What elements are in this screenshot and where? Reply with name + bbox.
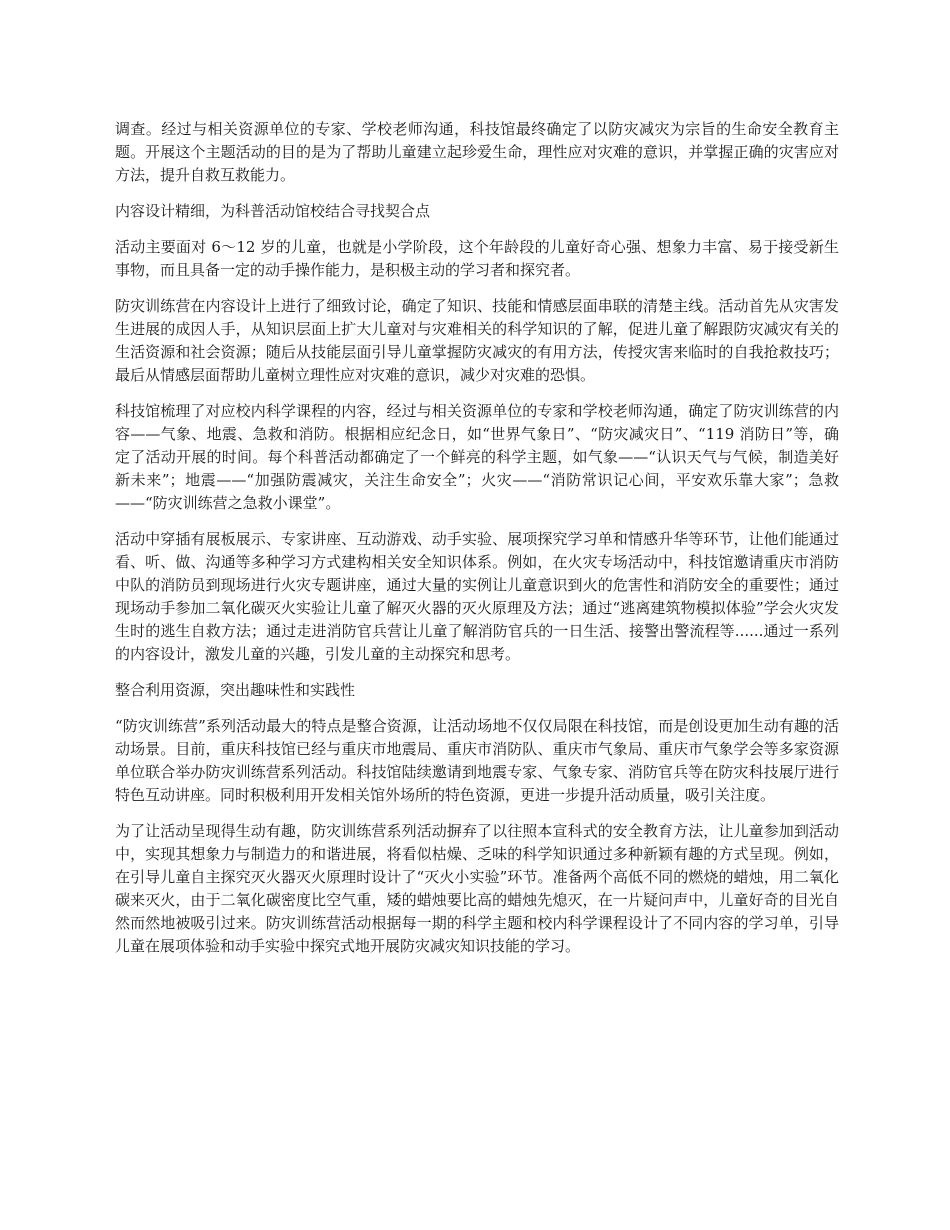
paragraph-intro: 调查。经过与相关资源单位的专家、学校老师沟通，科技馆最终确定了以防灾减灾为宗旨的生命安全教育主题。开展这个主题活动的目的是为了帮助儿童建立起珍爱生命，理性应对灾难的意识，并掌握正确的灾害应对方法，提升自救互救能力。 — [115, 120, 839, 184]
paragraph-resource-integration: “防灾训练营”系列活动最大的特点是整合资源，让活动场地不仅仅局限在科技馆，而是创设更加生动有趣的活动场景。目前，重庆科技馆已经与重庆市地震局、重庆市消防队、重庆市气象局、重庆市气象学会等多家资源单位联合举办防灾训练营系列活动。科技馆陆续邀请到地震专家、气象专家、消防官兵等在防灾科技展厅进行特色互动讲座。同时积极利用开发相关馆外场所的特色资源，更进一步提升活动质量，吸引关注度。 — [115, 717, 839, 804]
section-heading-content-design: 内容设计精细，为科普活动馆校结合寻找契合点 — [115, 202, 431, 220]
paragraph-target-audience: 活动主要面对 6～12 岁的儿童，也就是小学阶段，这个年龄段的儿童好奇心强、想象力丰富、易于接受新生事物，而且具备一定的动手操作能力，是积极主动的学习者和探究者。 — [115, 238, 839, 279]
paragraph-fun-practice: 为了让活动呈现得生动有趣，防灾训练营系列活动摒弃了以往照本宣科式的安全教育方法，让儿童参加到活动中，实现其想象力与制造力的和谐进展，将看似枯燥、乏味的科学知识通过多种新颖有趣的方式呈现。例如，在引导儿童自主探究灭火器灭火原理时设计了“灭火小实验”环节。准备两个高低不同的燃烧的蜡烛，用二氧化碳来灭火，由于二氧化碳密度比空气重，矮的蜡烛要比高的蜡烛先熄灭，在一片疑问声中，儿童好奇的目光自然而然地被吸引过来。防灾训练营活动根据每一期的科学主题和校内科学课程设计了不同内容的学习单，引导儿童在展项体验和动手实验中探究式地开展防灾减灾知识技能的学习。 — [115, 822, 839, 955]
paragraph-content-mainline: 防灾训练营在内容设计上进行了细致讨论，确定了知识、技能和情感层面串联的清楚主线。活动首先从灾害发生进展的成因人手，从知识层面上扩大儿童对与灾难相关的科学知识的了解，促进儿童了解跟防灾减灾有关的生活资源和社会资源；随后从技能层面引导儿童掌握防灾减灾的有用方法，传授灾害来临时的自我抢救技巧；最后从情感层面帮助儿童树立理性应对灾难的意识，减少对灾难的恐惧。 — [115, 297, 839, 384]
paragraph-activity-forms: 活动中穿插有展板展示、专家讲座、互动游戏、动手实验、展项探究学习单和情感升华等环节，让他们能通过看、听、做、沟通等多种学习方式建构相关安全知识体系。例如，在火灾专场活动中，科技馆邀请重庆市消防中队的消防员到现场进行火灾专题讲座，通过大量的实例让儿童意识到火的危害性和消防安全的重要性；通过现场动手参加二氧化碳灭火实验让儿童了解灭火器的灭火原理及方法；通过“逃离建筑物模拟体验”学会火灾发生时的逃生自救方法；通过走进消防官兵营让儿童了解消防官兵的一日生活、接警出警流程等......通过一系列的内容设计，激发儿童的兴趣，引发儿童的主动探究和思考。 — [115, 530, 839, 663]
section-heading-resources: 整合利用资源，突出趣味性和实践性 — [115, 681, 356, 699]
document-body — [115, 118, 839, 971]
paragraph-course-topics: 科技馆梳理了对应校内科学课程的内容，经过与相关资源单位的专家和学校老师沟通，确定了防灾训练营的内容——气象、地震、急救和消防。根据相应纪念日，如“世界气象日”、“防灾减灾日”、“119 消防日”等，确定了活动开展的时间。每个科普活动都确定了一个鲜亮的科学主题，如气象——“认识天气与气候，制造美好新未来”；地震——“加强防震减灾，关注生命安全”；火灾——“消防常识记心间，平安欢乐靠大家”；急救——“防灾训练营之急救小课堂”。 — [115, 402, 839, 512]
